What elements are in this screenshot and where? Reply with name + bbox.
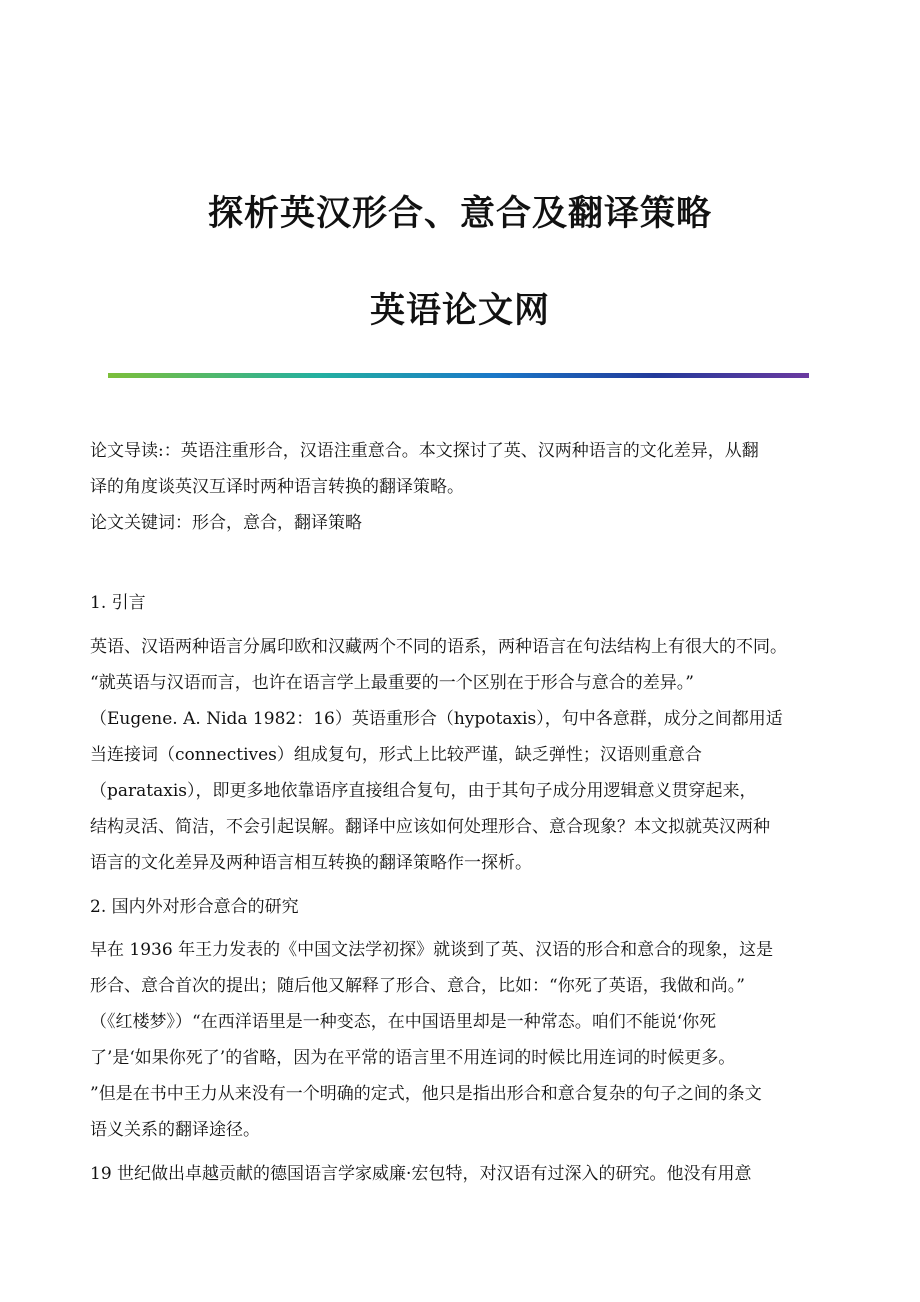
body-line: 语言的文化差异及两种语言相互转换的翻译策略作一探析。 [90,853,532,873]
abstract-line: 译的角度谈英汉互译时两种语言转换的翻译策略。 [90,477,464,497]
body-line: ”但是在书中王力从来没有一个明确的定式，他只是指出形合和意合复杂的句子之间的条文 [90,1084,762,1104]
body-line: 形合、意合首次的提出；随后他又解释了形合、意合，比如：“你死了英语，我做和尚。” [90,976,745,996]
abstract-paragraph [90,433,850,505]
keywords-line: 论文关键词：形合，意合，翻译策略 [90,513,362,533]
body-line: “就英语与汉语而言，也许在语言学上最重要的一个区别在于形合与意合的差异。” [90,673,694,693]
document-title: 探析英汉形合、意合及翻译策略 [207,193,712,234]
body-line: 了’是‘如果你死了’的省略，因为在平常的语言里不用连词的时候比用连词的时候更多。 [90,1048,736,1068]
section-1-heading: 1. 引言 [90,593,146,613]
section-2-body [90,932,850,1148]
section-1-body [90,629,850,881]
body-line: 结构灵活、简洁，不会引起误解。翻译中应该如何处理形合、意合现象？本文拟就英汉两种 [90,817,770,837]
abstract-line: 论文导读:：英语注重形合，汉语注重意合。本文探讨了英、汉两种语言的文化差异，从翻 [90,441,759,461]
body-line: 早在 1936 年王力发表的《中国文法学初探》就谈到了英、汉语的形合和意合的现象，这是 [90,940,774,960]
body-line: 英语、汉语两种语言分属印欧和汉藏两个不同的语系，两种语言在句法结构上有很大的不同。 [90,637,787,657]
section-2-next-paragraph: 19 世纪做出卓越贡献的德国语言学家威廉·宏包特，对汉语有过深入的研究。他没有用意 [90,1164,752,1184]
body-line: （parataxis），即更多地依靠语序直接组合复句，由于其句子成分用逻辑意义贯穿起来， [90,781,757,801]
document-subtitle: 英语论文网 [369,290,550,331]
body-line: （《红楼梦》）“在西洋语里是一种变态，在中国语里却是一种常态。咱们不能说‘你死 [90,1012,717,1032]
body-line: （Eugene. A. Nida 1982：16）英语重形合（hypotaxis），句中各意群，成分之间都用适 [90,709,783,729]
body-line: 当连接词（connectives）组成复句，形式上比较严谨，缺乏弹性；汉语则重意合 [90,745,702,765]
body-line: 语义关系的翻译途径。 [90,1120,260,1140]
section-2-heading: 2. 国内外对形合意合的研究 [90,897,299,917]
gradient-divider [108,373,809,378]
